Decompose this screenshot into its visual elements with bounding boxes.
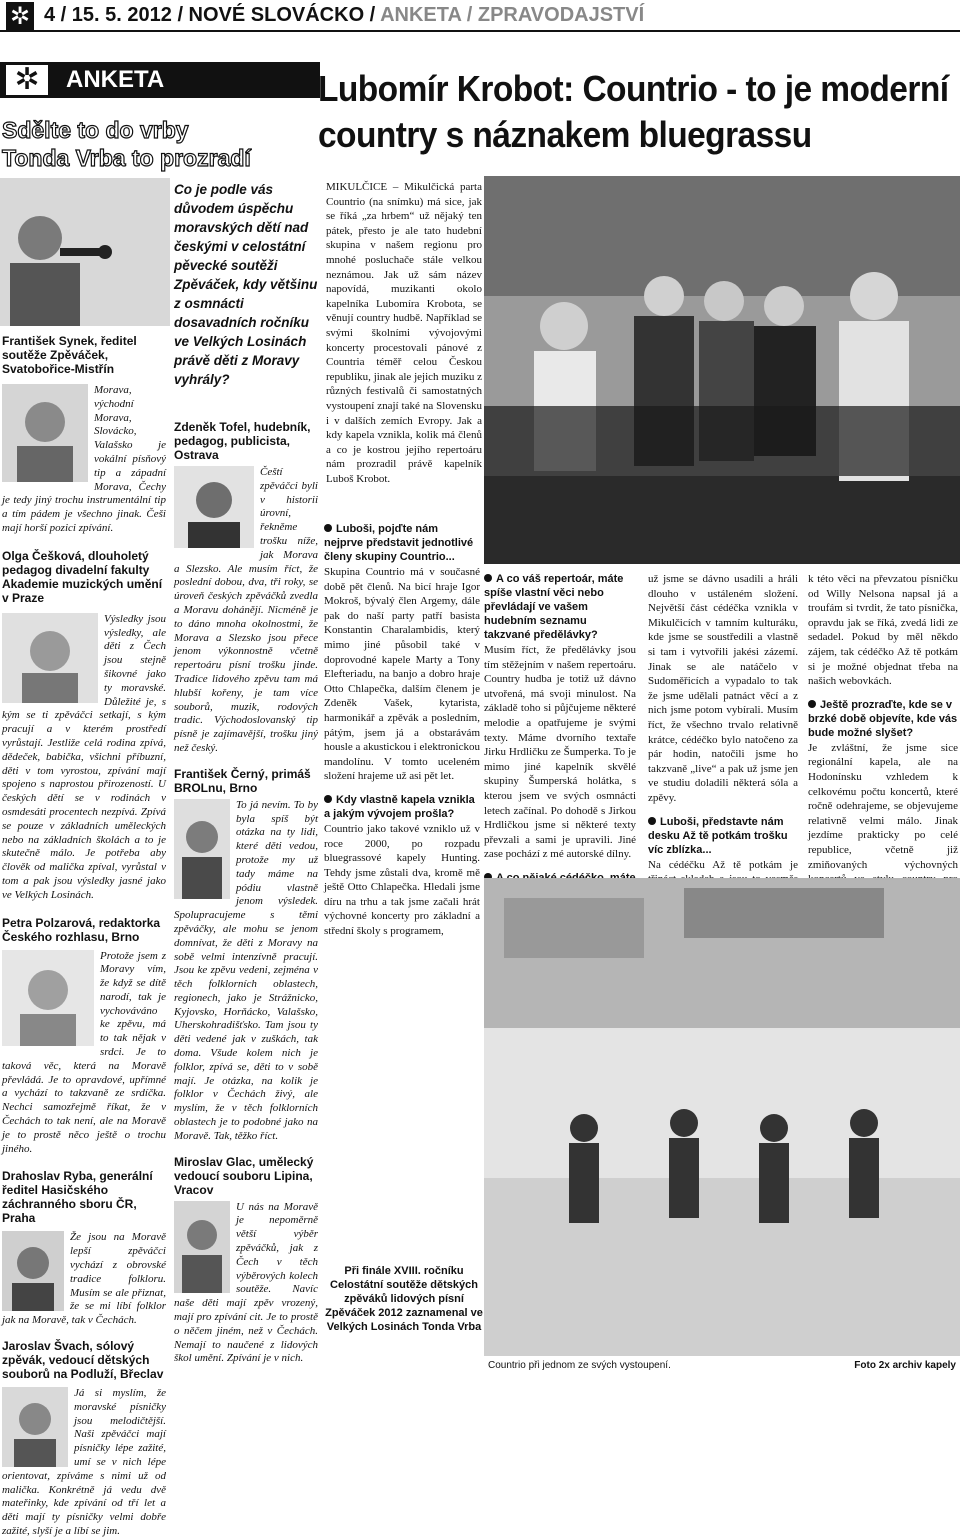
page-header: [0, 0, 960, 32]
question-heading: [324, 793, 480, 821]
anketa-final-note: Při finále XVIII. ročníku Celostátní soutěže dětských zpěváků lidových písní Zpěváček 2012 zaznamenal ve Velkých Losinách Tonda Vrba: [325, 1265, 483, 1333]
article-headline: [318, 66, 949, 158]
respondent-name: Zdeněk Tofel, hudebník, pedagog, publicista, Ostrava: [174, 420, 311, 462]
headline-line-2: country s náznakem bluegrassu: [318, 114, 812, 155]
folio-section: ANKETA / ZPRAVODAJSTVÍ: [380, 4, 645, 26]
anketa-subtitle: [2, 116, 322, 172]
respondent-answer: Že jsou na Moravě lepší zpěváčci vychází z obrovské tradice folkloru. Musím se ale přiznat, že se mi líbí folklor jak na Moravě, tak v Čechách.: [2, 1231, 166, 1327]
anketa-question: Co je podle vás důvodem úspěchu moravských dětí nad českými v celostátní pěvecké soutěži Zpěváček, kdy většinu z osmnácti dosavadních ročníku ve Velkých Losinách právě děti z Moravy vyhrály?: [174, 182, 318, 387]
article-intro: MIKULČICE – Mikulčická parta Countrio (na snímku) má sice, jak se říká „za hrbem“ už nějaký ten pátek, přesto je ale tato hudební skupina v našem regionu pro mnohé posluchače stále velkou neznámou. Jak už sám název napovídá, muzikanti okolo kapelníka Lubomíra Krobota, se věnují country hudbě. Například se svými školními vývojovými koncerty procestovali pánové z Countria téměř celou Českou republiku, jinak ale jejich muziku z různých festivalů či samostatných vystoupení znají také na Slovensku i v dalších zemích Evropy. Jak a kdy kapela vznikla, kolik má členů a co je kostrou jejího repertoáru nám prozradil právě kapelník Luboš Krobot.: [326, 181, 482, 485]
answer-text: Na cédéčku Až tě potkám je: [648, 858, 798, 871]
respondent-photo: [2, 613, 98, 703]
anketa-column-2: [174, 410, 318, 1367]
band-photo: [484, 176, 960, 564]
photo-credit: Foto 2x archiv kapely: [854, 1360, 956, 1371]
question-heading: [648, 815, 798, 857]
respondent-answer: Já si myslím, že moravské písničky jsou melodičtější. Naši zpěváčci mají písničky lépe zažité, umí se v nich lépe orientovat, zpíváme s nimi už od malička. Konkrétně já vedu dvě mateřinky, kde zpívání od tří let a děti mají ty písničky velmi dobře zažité, slyší je a líbí se jim.: [2, 1387, 166, 1537]
respondent-name: Olga Češková, dlouholetý pedagog divadelní fakulty Akademie muzických umění v Praze: [2, 548, 163, 605]
anketa-subtitle-line-2: Tonda Vrba to prozradí: [2, 145, 251, 171]
flower-icon: ✲: [6, 65, 48, 95]
question-text: Luboši, představte nám desku Až tě potkám trošku víc zblízka...: [648, 815, 788, 856]
concert-photo: [484, 878, 960, 1356]
respondent-answer: Čeští zpěváčci byli v historii úrovní, řekněme trošku níže, jak Morava a Slezsko. Ale musím říct, že poslední dobou, dva, tři roky, se úroveň českých zpěváčků zvedla a Moravu dohánějí. Nicméně je to dáno mnoha okolnostmi, že Morava a Slezsko jsou přece jenom výkonnostně včetně repertoáru písní trošku jinde. Tradice lidového zpěvu tam má hlubší kořeny, je tam více souborů, muzik, rodových tradic. Východoslovanský tip písně je zajímavější, trošku jiný než český.: [174, 466, 318, 754]
respondent-answer: To já nevím. To by byla spíš být otázka na ty lidi, které děti vedou, protože my už tady máme na pódiu vlastně jenom výsledek. Spolupracujeme s těmi zpěváčky, ale mohu se jenom domnívat, že děti z Moravy na sobě velmi intenzívně pracují. Jsou ke zpěvu vedeni, zejména v těch folklorních oblastech, regionech, jako je Strážnicko, Kyjovsko, Horňácko, Valašsko, Uherskohradišťsko. Tam jsou ty děti vedené jak v zuškách, tak doma. Všude kolem nich je folklor, zpívá se, děti to v sobě mají. Je otázka, na kolik je folklor v Čechách živý, ale myslím, že v těch folklorních oblastech je to podobné jako na Moravě. Tak, těžko říct.: [174, 798, 318, 1142]
respondent-photo: [174, 466, 254, 548]
respondent-photo: [2, 950, 94, 1046]
reporter-photo: [0, 178, 170, 326]
anketa-subtitle-line-1: Sdělte to do vrby: [2, 117, 189, 143]
question-heading: [484, 572, 636, 642]
question-text: Luboši, pojďte nám nejprve představit jednotlivé členy skupiny Countrio...: [324, 523, 474, 563]
respondent-answer: U nás na Moravě je nepoměrně větší výběr zpěváčků, jak z Čech v těch výběrových kolech soutěže. Navíc naše děti mají zpěv vrozený, mají pro zpívání cit. Je to prostě o něčem jiném, než v Čechách. Nemají to naučené z lidových škol umění. Zpívání je v nich.: [174, 1200, 318, 1365]
flower-icon: ✲: [6, 2, 34, 30]
respondent-answer: Protože jsem z Moravy vím, že když se dítě narodí, tak je vychováváno ke zpěvu, má to tak nějak v srdci. Je to taková věc, která na Moravě převládá. Je to opravdové, upřímné a vychází to takzvaně ze srdíčka. Nechci samozřejmě říkat, že v Čechách to tak není, ale na Moravě je to prostě něco ještě o trochu jiného.: [2, 949, 166, 1155]
respondent-name: František Černý, primáš BROLnu, Brno: [174, 766, 311, 795]
question-text: Ještě prozraďte, kde se v brzké době objevíte, kde vás bude možné slyšet?: [808, 698, 958, 739]
bullet-icon: [324, 524, 332, 532]
question-text: Kdy vlastně kapela vznikla a jakým vývojem prošla?: [324, 793, 475, 820]
respondent-name: Petra Polzarová, redaktorka Českého rozhlasu, Brno: [2, 915, 161, 944]
anketa-column-1: [2, 334, 166, 1537]
anketa-banner: [0, 62, 320, 98]
folio: [44, 4, 644, 27]
folio-date: 4 / 15. 5. 2012 / NOVÉ SLOVÁCKO /: [44, 4, 376, 26]
answer-text: Musím říct, že předělávky jsou tím stěžejním v našem repertoáru. Country hudba je totiž už dávno utvořená, má svoji minulost. Na základě toho si půjčujeme některé melodie a opatřujeme je svými texty. Máme dvorního textaře Jirku Hrdličku ze Šumperka. To je mimo jiné kapelník skvělé skupiny Šumperská holátka, s kterou jsem ve svých osmnácti letech začínal. Po dohodě s Jirkou Hrdličkou jsme si některé texty převzali a sami je upravili. Jiné zase pochází z mé autorské dílny.: [484, 644, 636, 861]
respondent-answer: Výsledky jsou výsledky, ale děti z Čech jsou stejně šikovné jako ty moravské. Důležité je, s kým se ti zpěváčci setkají, s kým pracují a v kterém prostředí vyrůstají. Jestliže celá rodina zpívá, dědeček, babička, všichni příbuzní, děti v tom vyrostou, zpívání mají spojeno s naprostou přirozeností. U českých dětí se v rodinách v osmdesáti procentech nezpívá. Zpívá se pouze v základních uměleckých nebo na základních školách a to je skutečně málo. Je potřeba aby člověk od malička zpíval, vyrůstal v tom a pak jsou výsledky jasné jako ve Velkých Losinách.: [2, 612, 166, 901]
respondent-name: Miroslav Glac, umělecký vedoucí souboru Lipina, Vracov: [174, 1154, 314, 1197]
answer-text: k této věci na převzatou písničku od Willy Nelsona napsal já a troufám si tvrdit, že tato písnička, opravdu jak se říká, zvedá lidi ze sedadel. Pokud by měl někdo zájem, tak cédéčko Až tě potkám si je možné objednat třeba na našich webovkách.: [808, 573, 958, 688]
respondent-photo: [2, 1231, 64, 1311]
question-text: A co váš repertoár, máte spíše vlastní věci nebo převládají ve vašem hudebním seznamu takzvané předělávky?: [484, 573, 624, 641]
bullet-icon: [484, 574, 492, 582]
respondent-photo: [174, 1201, 230, 1293]
answer-text: Countrio jako takové vzniklo už v roce 2000, po rozpadu bluegrassové kapely Hunting. Tehdy jsme zůstali dva, kromě mě ještě Otto Chlapečka. Hledali jsme díru na trhu a tak jsme začali hrát výchovné koncerty pro základní a střední školy s programem,: [324, 822, 480, 938]
bullet-icon: [808, 700, 816, 708]
respondent-name: Drahoslav Ryba, generální ředitel Hasičského záchranného sboru ČR, Praha: [2, 1169, 153, 1226]
bullet-icon: [324, 795, 332, 803]
photo-caption: Countrio při jednom ze svých vystoupení.: [488, 1360, 671, 1371]
article-column-1-cont: [324, 1040, 480, 1041]
answer-text: Je zvláštní, že jsme sice regionální kapela, ale na Hodonínsku vzhledem k celkovému počtu koncertů, které ročně odehrajeme, se objevujeme relativně velmi málo. Jinak jezdíme prakticky po celé republice, včetně již zmiňovaných výchovných: [808, 741, 958, 871]
respondent-name: Jaroslav Švach, sólový zpěvák, vedoucí dětských souborů na Podluží, Břeclav: [2, 1339, 164, 1382]
article-intro-column: [326, 180, 482, 487]
answer-text: Skupina Countrio má v současné době pět členů. Na bicí hraje Igor Mokroš, bývalý člen Argemy, dále pak do naší party patří basista Konstantin Charalambidis, který mimo jiné působil také v doprovodné kapele Marty a Tony Elefteriadu, na banjo a dobro hraje Otto Chlapečka, dalším členem je Zdeněk Vašek, kytarista, harmonikář a zpěvák a posledním, pátým, jsem já a obstarávám housle a akustickou i elektronickou mandolínu. V tomto uceleném složení hrajeme už asi pět let.: [324, 566, 480, 783]
anketa-label: ANKETA: [66, 66, 165, 93]
answer-text: už jsme se dávno usadili a hráli dlouho v ustáleném složení. Největší část cédéčka vznikla v Mikulčicích v tamním kulturáku, kde jsme se soustředili a vlastně si tam i vytvořili jakési zázemí. Jinak se ale natáčelo v Sudoměřicích a vypadalo to tak že jsme udělali patnáct věcí a z nich jsme potom vybírali. Musím říct, že všechno trvalo relativně krátce, cédéčko bylo natočeno za pár hodin, natočili jsme ho takzvaně „live“ a pak už jsme jen ve studiu doladili některá sóla a zpěvy.: [648, 573, 798, 804]
bullet-icon: [648, 817, 656, 825]
respondent-photo: [174, 799, 230, 899]
respondent-photo: [2, 384, 88, 482]
question-heading: [808, 698, 958, 740]
article-column-1: [324, 522, 480, 940]
headline-line-1: Lubomír Krobot: Countrio - to je moderní: [318, 68, 949, 109]
respondent-photo: [2, 1387, 68, 1467]
question-heading: [324, 522, 480, 564]
respondent-answer: Morava, východní Morava, Slovácko, Valašsko je vokální písňový tip a západní Morava, Čechy je tedy jiný trochu instrumentální tip a tím pádem je všechno jinak. Češi mají horší pozici zpívání.: [2, 384, 166, 534]
respondent-name: František Synek, ředitel soutěže Zpěváček, Svatobořice-Mistřín: [2, 334, 137, 376]
